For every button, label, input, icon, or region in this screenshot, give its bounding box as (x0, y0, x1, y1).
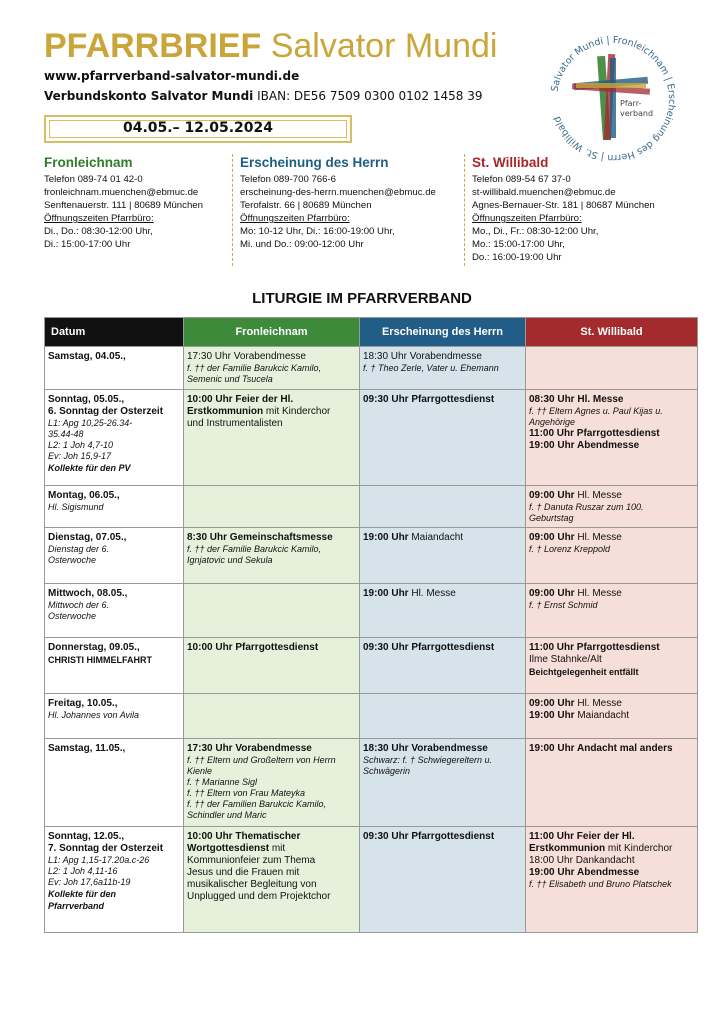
parish-name: Erscheinung des Herrn (240, 155, 389, 170)
date-cell (45, 486, 184, 528)
parish-hours-line: Di.: 15:00-17:00 Uhr (44, 239, 131, 250)
liturgical-day-line: Mittwoch der 6. (48, 600, 110, 610)
table-row (45, 528, 698, 584)
service-line: Hl. Messe (574, 698, 622, 709)
erscheinung-cell (360, 638, 526, 694)
date-cell (45, 638, 184, 694)
table-header-row (45, 318, 698, 347)
willibald-cell (526, 584, 698, 638)
willibald-cell (526, 390, 698, 486)
service-line: 18:30 Uhr Vorabendmesse (363, 743, 488, 754)
service-line: 19:00 Uhr (529, 710, 575, 721)
saint-line: Hl. Johannes von Avila (48, 710, 140, 720)
service-line: 19:00 Uhr (363, 532, 409, 543)
service-line: mit (269, 843, 286, 854)
service-line: musikalischer Begleitung von (187, 879, 317, 890)
service-line: 09:00 Uhr (529, 490, 575, 501)
table-row (45, 827, 698, 933)
column-header-datum: Datum (45, 318, 184, 347)
table-row (45, 347, 698, 390)
parish-phone: Telefon 089-74 01 42-0 (44, 174, 143, 185)
date-cell (45, 347, 184, 390)
willibald-cell (526, 638, 698, 694)
reading-line: L1: Apg 1,15-17.20a.c-26 (48, 855, 150, 865)
parish-erscheinung (240, 154, 436, 251)
service-line: 09:00 Uhr (529, 698, 575, 709)
table-row (45, 584, 698, 638)
service-line: 11:00 Uhr Pfarrgottesdienst (529, 642, 660, 653)
date-line: Sonntag, 05.05., (48, 394, 125, 405)
fronleichnam-cell (184, 827, 360, 933)
intention-line: f. †† der Familie Barukcic Kamilo, (187, 544, 322, 554)
intention-line: Schwarz: f. † Schwiegereltern u. (363, 755, 493, 765)
date-line: Samstag, 04.05., (48, 351, 126, 362)
saint-line: Hl. Sigismund (48, 502, 104, 512)
parish-phone: Telefon 089-54 67 37-0 (472, 174, 571, 185)
date-line: Mittwoch, 08.05., (48, 588, 128, 599)
erscheinung-cell (360, 486, 526, 528)
parish-address: Senftenauerstr. 111 | 80689 München (44, 200, 203, 211)
parish-hours-line: Do.: 16:00-19:00 Uhr (472, 252, 562, 263)
parish-email[interactable]: st-willibald.muenchen@ebmuc.de (472, 187, 616, 198)
fronleichnam-cell (184, 739, 360, 827)
erscheinung-cell (360, 827, 526, 933)
parish-email[interactable]: fronleichnam.muenchen@ebmuc.de (44, 187, 199, 198)
reading-line: Ev: Joh 17,6a11b-19 (48, 877, 131, 887)
date-cell (45, 739, 184, 827)
service-line: 10:00 Uhr Pfarrgottesdienst (187, 642, 319, 653)
service-line: Hl. Messe (574, 490, 622, 501)
date-line: Donnerstag, 09.05., (48, 642, 140, 653)
table-row (45, 486, 698, 528)
bank-account-iban: IBAN: DE56 7509 0300 0102 1458 39 (257, 89, 483, 103)
parish-fronleichnam (44, 154, 203, 251)
service-line: 08:30 Uhr Hl. Messe (529, 394, 624, 405)
liturgy-table (44, 317, 698, 933)
date-line: Montag, 06.05., (48, 490, 120, 501)
fronleichnam-cell (184, 486, 360, 528)
service-line: 09:30 Uhr Pfarrgottesdienst (363, 394, 495, 405)
pfarrverband-logo-icon (548, 34, 678, 164)
parish-address: Terofalstr. 66 | 80689 München (240, 200, 372, 211)
fronleichnam-cell (184, 638, 360, 694)
parish-hours-label: Öffnungszeiten Pfarrbüro: (44, 213, 154, 224)
intention-line: f. † Theo Zerle, Vater u. Ehemann (363, 363, 499, 373)
service-line: Erstkommunion (529, 843, 606, 854)
service-line: Kommunionfeier zum Thema (187, 855, 316, 866)
intention-line: f. †† Eltern und Großeltern von Herrn (187, 755, 336, 765)
reading-line: L1: Apg 10,25-26.34- (48, 418, 133, 428)
intention-line: f. †† Eltern Agnes u. Paul Kijas u. (529, 406, 663, 416)
willibald-cell (526, 528, 698, 584)
page-title (44, 26, 497, 66)
parish-phone: Telefon 089-700 766-6 (240, 174, 337, 185)
date-line: 7. Sonntag der Osterzeit (48, 843, 164, 854)
divider (464, 154, 465, 266)
parish-hours-line: Mi. und Do.: 09:00-12:00 Uhr (240, 239, 364, 250)
parish-hours-line: Mo., Di., Fr.: 08:30-12:00 Uhr, (472, 226, 599, 237)
service-line: 11:00 Uhr Feier der Hl. (529, 831, 635, 842)
service-line: Ilme Stahnke/Alt (529, 654, 602, 665)
intention-line: f. † Ernst Schmid (529, 600, 598, 610)
fronleichnam-cell (184, 347, 360, 390)
service-line: Maiandacht (574, 710, 630, 721)
intention-line: f. †† Eltern von Frau Mateyka (187, 788, 306, 798)
collection-line: Pfarrverband (48, 901, 105, 911)
intention-line: Geburtstag (529, 513, 574, 523)
liturgical-day-line: Osterwoche (48, 611, 97, 621)
service-line: 10:00 Uhr Thematischer (187, 831, 301, 842)
table-row (45, 638, 698, 694)
liturgical-day-line: Dienstag der 6. (48, 544, 110, 554)
parish-hours-label: Öffnungszeiten Pfarrbüro: (472, 213, 582, 224)
intention-line: Semenic und Tsucela (187, 374, 273, 384)
intention-line: f. † Marianne Sigl (187, 777, 258, 787)
date-cell (45, 528, 184, 584)
willibald-cell (526, 739, 698, 827)
logo-ring-text: Salvator Mundi | Fronleichnam | Erscheinung des Herrn | St. Willibald (549, 34, 678, 164)
date-cell (45, 827, 184, 933)
column-header-fronleichnam: Fronleichnam (184, 318, 360, 347)
erscheinung-cell (360, 528, 526, 584)
service-line: 19:00 Uhr Andacht mal anders (529, 743, 673, 754)
service-line: 09:00 Uhr (529, 588, 575, 599)
website-url[interactable]: www.pfarrverband-salvator-mundi.de (44, 69, 300, 83)
column-header-erscheinung: Erscheinung des Herrn (360, 318, 526, 347)
service-line: Hl. Messe (574, 532, 622, 543)
service-line: 17:30 Uhr Vorabendmesse (187, 351, 306, 362)
willibald-cell (526, 827, 698, 933)
logo-center-line2: verband (620, 109, 654, 118)
service-line: 09:30 Uhr Pfarrgottesdienst (363, 642, 495, 653)
reading-line: L2: 1 Joh 4,11-16 (48, 866, 118, 876)
reading-line: Ev: Joh 15,9-17 (48, 451, 112, 461)
service-line: Hl. Messe (408, 588, 456, 599)
erscheinung-cell (360, 347, 526, 390)
parish-name: St. Willibald (472, 155, 549, 170)
collection-line: Kollekte für den PV (48, 463, 131, 473)
service-line: 18:00 Uhr Dankandacht (529, 855, 635, 866)
intention-line: Angehörige (529, 417, 576, 427)
title-rest: Salvator Mundi (270, 27, 498, 65)
service-line: 18:30 Uhr Vorabendmesse (363, 351, 482, 362)
fronleichnam-cell (184, 694, 360, 739)
parish-hours-label: Öffnungszeiten Pfarrbüro: (240, 213, 350, 224)
fronleichnam-cell (184, 390, 360, 486)
liturgical-day-line: Osterwoche (48, 555, 97, 565)
reading-line: L2: 1 Joh 4,7-10 (48, 440, 114, 450)
service-line: mit Kinderchor (605, 843, 673, 854)
intention-line: Schindler und Maric (187, 810, 267, 820)
notice-line: Beichtgelegenheit entfällt (529, 667, 639, 677)
intention-line: f. † Danuta Ruszar zum 100. (529, 502, 644, 512)
title-bold: PFARRBRIEF (44, 27, 262, 65)
feast-line: CHRISTI HIMMELFAHRT (48, 655, 152, 665)
parish-hours-line: Mo.: 15:00-17:00 Uhr, (472, 239, 565, 250)
bank-account (44, 89, 483, 103)
date-line: 6. Sonntag der Osterzeit (48, 406, 164, 417)
intention-line: Schwägerin (363, 766, 411, 776)
table-row (45, 694, 698, 739)
bank-account-label: Verbundskonto Salvator Mundi (44, 89, 254, 103)
column-header-willibald: St. Willibald (526, 318, 698, 347)
intention-line: f. †† der Familien Barukcic Kamilo, (187, 799, 327, 809)
date-line: Freitag, 10.05., (48, 698, 118, 709)
service-line: Jesus und die Frauen mit (187, 867, 300, 878)
reading-line: 35.44-48 (48, 429, 84, 439)
section-title: LITURGIE IM PFARRVERBAND (252, 290, 472, 307)
service-line: 09:00 Uhr (529, 532, 575, 543)
date-cell (45, 584, 184, 638)
service-line: 11:00 Uhr Pfarrgottesdienst (529, 428, 660, 439)
date-cell (45, 390, 184, 486)
service-line: Maiandacht (408, 532, 464, 543)
logo-center-line1: Pfarr- (620, 99, 642, 108)
table-row (45, 739, 698, 827)
divider (232, 154, 233, 266)
service-line: 09:30 Uhr Pfarrgottesdienst (363, 831, 495, 842)
service-line: und Instrumentalisten (187, 418, 283, 429)
parish-name: Fronleichnam (44, 155, 133, 170)
service-line: 10:00 Uhr Feier der Hl. (187, 394, 294, 405)
service-line: 8:30 Uhr Gemeinschaftsmesse (187, 532, 333, 543)
intention-line: f. †† Elisabeth und Bruno Platschek (529, 879, 672, 889)
date-range: 04.05.– 12.05.2024 (122, 120, 274, 136)
fronleichnam-cell (184, 528, 360, 584)
service-line: 19:00 Uhr Abendmesse (529, 867, 640, 878)
service-line: Hl. Messe (574, 588, 622, 599)
table-row (45, 390, 698, 486)
erscheinung-cell (360, 694, 526, 739)
intention-line: f. † Lorenz Kreppold (529, 544, 611, 554)
intention-line: Kienle (187, 766, 213, 776)
parish-hours-line: Di., Do.: 08:30-12:00 Uhr, (44, 226, 153, 237)
service-line: Wortgottesdienst (187, 843, 270, 854)
date-line: Samstag, 11.05., (48, 743, 126, 754)
parish-willibald (472, 154, 655, 264)
erscheinung-cell (360, 739, 526, 827)
date-range-box (44, 115, 352, 143)
service-line: Unplugged und dem Projektchor (187, 891, 331, 902)
date-line: Sonntag, 12.05., (48, 831, 125, 842)
service-line: Erstkommunion (187, 406, 264, 417)
service-line: 19:00 Uhr (363, 588, 409, 599)
collection-line: Kollekte für den (48, 889, 117, 899)
service-line: 17:30 Uhr Vorabendmesse (187, 743, 312, 754)
parish-hours-line: Mo: 10-12 Uhr, Di.: 16:00-19:00 Uhr, (240, 226, 395, 237)
intention-line: Ignjatovic und Sekula (187, 555, 273, 565)
erscheinung-cell (360, 584, 526, 638)
service-line: mit Kinderchor (263, 406, 331, 417)
intention-line: f. †† der Familie Barukcic Kamilo, (187, 363, 322, 373)
service-line: 19:00 Uhr Abendmesse (529, 440, 640, 451)
willibald-cell (526, 694, 698, 739)
fronleichnam-cell (184, 584, 360, 638)
erscheinung-cell (360, 390, 526, 486)
parish-email[interactable]: erscheinung-des-herrn.muenchen@ebmuc.de (240, 187, 436, 198)
parish-address: Agnes-Bernauer-Str. 181 | 80687 München (472, 200, 655, 211)
date-cell (45, 694, 184, 739)
willibald-cell (526, 347, 698, 390)
date-line: Dienstag, 07.05., (48, 532, 127, 543)
willibald-cell (526, 486, 698, 528)
